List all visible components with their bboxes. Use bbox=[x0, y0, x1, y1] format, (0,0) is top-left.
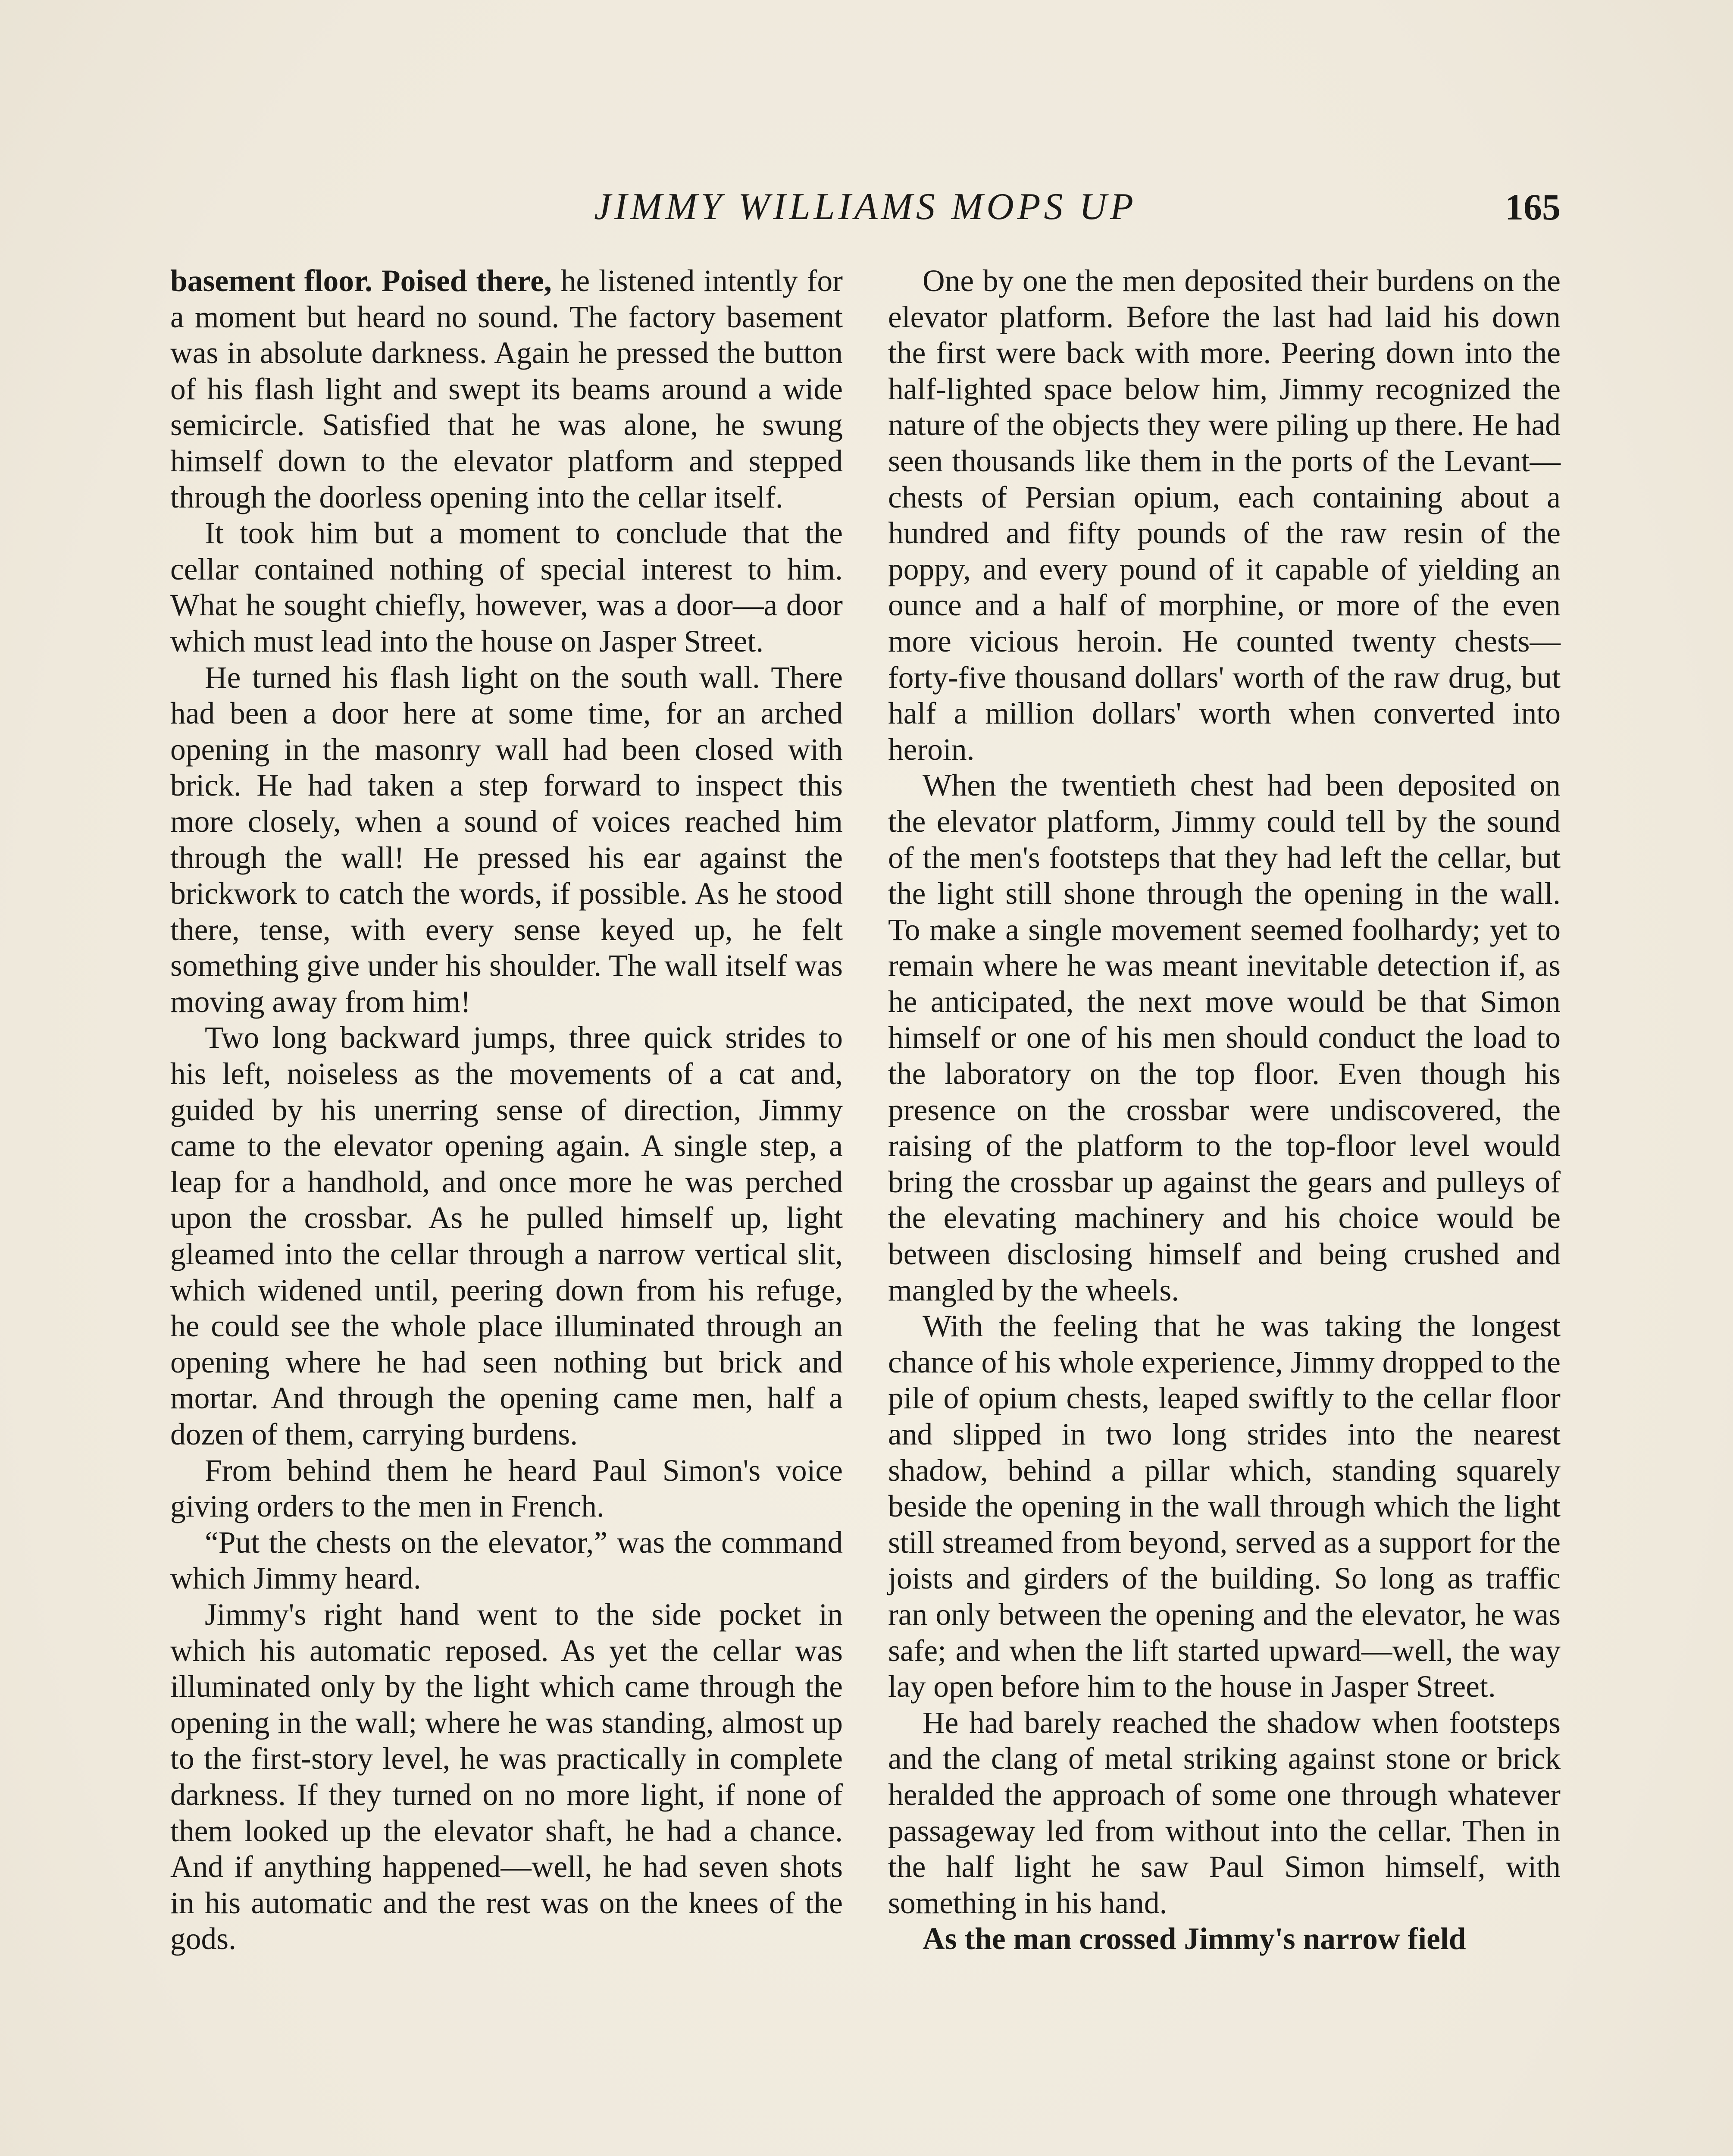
paragraph: It took him but a moment to conclude that the cellar contained nothing of special interest to him. What he sought chiefly, however, was a door—a door which must lead into the house on Jasper Street. bbox=[170, 516, 843, 658]
paragraph: Jimmy's right hand went to the side pocket in which his automatic reposed. As yet the cellar was illuminated only by the light which came through the opening in the wall; where he was standing, almost up to the first-story level, he was practically in complete darkness. If they turned on no more light, if none of them looked up the elevator shaft, he had a chance. And if anything happened—well, he had seven shots in his automatic and the rest was on the knees of the gods. bbox=[170, 1597, 843, 1956]
paragraph: “Put the chests on the elevator,” was the command which Jimmy heard. bbox=[170, 1525, 843, 1596]
paragraph: One by one the men deposited their burdens on the elevator platform. Before the last had laid his down the first were back with more. Peering down into the half-lighted space below him, Jimmy recognized the nature of the objects they were piling up there. He had seen thousands like them in the ports of the Levant—chests of Persian opium, each containing about a hundred and fifty pounds of the raw resin of the poppy, and every pound of it capable of yielding an ounce and a half of morphine, or more of the even more vicious heroin. He counted twenty chests—forty-five thousand dollars' worth of the raw drug, but half a million dollars' worth when converted into heroin. bbox=[888, 264, 1561, 767]
paragraph: He turned his flash light on the south wall. There had been a door here at some time, for an arched opening in the masonry wall had been closed with brick. He had taken a step forward to inspect this more closely, when a sound of voices reached him through the wall! He pressed his ear against the brickwork to catch the words, if possible. As he stood there, tense, with every sense keyed up, he felt something give under his shoulder. The wall itself was moving away from him! bbox=[170, 660, 843, 1019]
paragraph bbox=[170, 263, 843, 515]
page-header bbox=[170, 181, 1561, 233]
left-text-column bbox=[170, 263, 843, 1957]
page-number: 165 bbox=[1505, 186, 1561, 228]
running-title: JIMMY WILLIAMS MOPS UP bbox=[594, 186, 1137, 228]
continued-lead-text: basement floor. Poised there, bbox=[170, 264, 552, 298]
paragraph: When the twentieth chest had been deposited on the elevator platform, Jimmy could tell by the sound of the men's footsteps that they had left the cellar, but the light still shone through the opening in the wall. To make a single movement seemed foolhardy; yet to remain where he was meant inevitable detection if, as he anticipated, the next move would be that Simon himself or one of his men should conduct the load to the laboratory on the top floor. Even though his presence on the crossbar were undiscovered, the raising of the platform to the top-floor level would bring the crossbar up against the gears and pulleys of the elevating machinery and his choice would be between disclosing himself and being crushed and mangled by the wheels. bbox=[888, 768, 1561, 1307]
paragraph: He had barely reached the shadow when footsteps and the clang of metal striking against stone or brick heralded the approach of some one through whatever passageway led from without into the cellar. Then in the half light he saw Paul Simon himself, with something in his hand. bbox=[888, 1705, 1561, 1920]
paragraph: With the feeling that he was taking the longest chance of his whole experience, Jimmy dropped to the pile of opium chests, leaped swiftly to the cellar floor and slipped in two long strides into the nearest shadow, behind a pillar which, standing squarely beside the opening in the wall through which the light still streamed from beyond, served as a support for the joists and girders of the building. So long as traffic ran only between the opening and the elevator, he was safe; and when the lift started upward—well, the way lay open before him to the house in Jasper Street. bbox=[888, 1309, 1561, 1704]
paragraph-text: he listened intently for a moment but heard no sound. The factory basement was in absolute darkness. Again he pressed the button of his flash light and swept its beams around a wide semicircle. Satisfied that he was alone, he swung himself down to the elevator platform and stepped through the doorless opening into the cellar itself. bbox=[170, 264, 843, 514]
right-text-column bbox=[888, 263, 1561, 1957]
paragraph: From behind them he heard Paul Simon's voice giving orders to the men in French. bbox=[170, 1453, 843, 1524]
paragraph: As the man crossed Jimmy's narrow field bbox=[923, 1922, 1466, 1956]
paragraph: Two long backward jumps, three quick strides to his left, noiseless as the movements of a cat and, guided by his unerring sense of direction, Jimmy came to the elevator opening again. A single step, a leap for a handhold, and once more he was perched upon the crossbar. As he pulled himself up, light gleamed into the cellar through a narrow vertical slit, which widened until, peering down from his refuge, he could see the whole place illuminated through an opening where he had seen nothing but brick and mortar. And through the opening came men, half a dozen of them, carrying burdens. bbox=[170, 1021, 843, 1451]
